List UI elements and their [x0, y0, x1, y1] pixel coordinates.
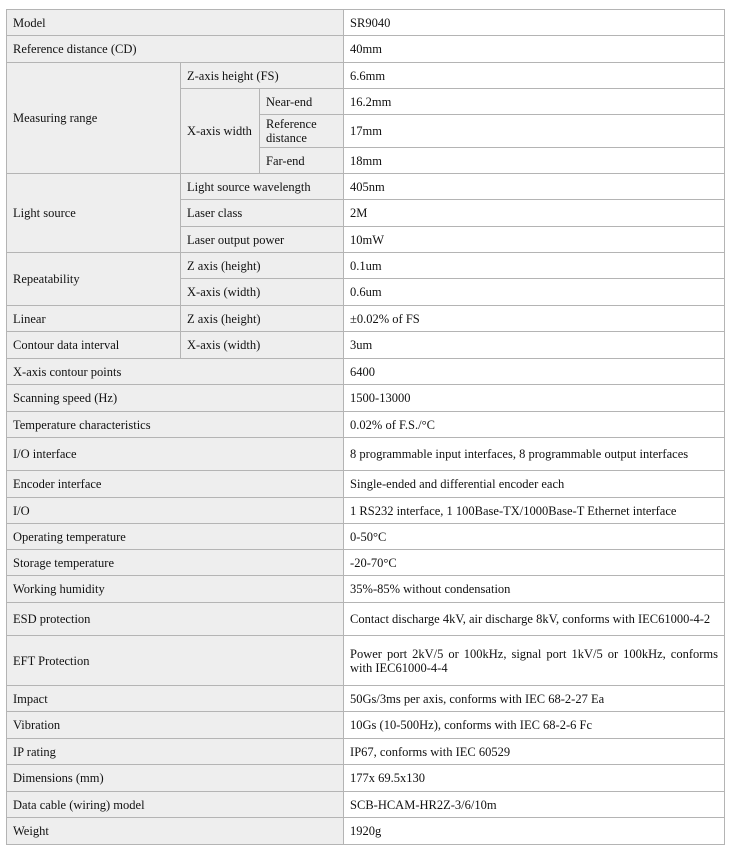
table-row-measuring-range-z [7, 63, 725, 89]
row-value: 405nm [344, 174, 725, 200]
table-row-esd [7, 603, 725, 636]
row-value: 16.2mm [344, 89, 725, 115]
row-label: Operating temperature [7, 524, 344, 550]
row-value: SR9040 [344, 10, 725, 36]
table-row-ip-rating [7, 739, 725, 765]
group-label-light-source: Light source [7, 174, 181, 253]
table-row-eft [7, 636, 725, 686]
row-value: 10Gs (10-500Hz), conforms with IEC 68-2-6 Fc [344, 712, 725, 739]
row-label: Encoder interface [7, 471, 344, 498]
table-row-weight [7, 818, 725, 845]
row-label: Contour data interval [7, 332, 181, 359]
table-row-reference-distance [7, 36, 725, 63]
row-value: IP67, conforms with IEC 60529 [344, 739, 725, 765]
group-label-repeatability: Repeatability [7, 253, 181, 306]
row-value: 6.6mm [344, 63, 725, 89]
row-value: 3um [344, 332, 725, 359]
row-label: Impact [7, 686, 344, 712]
row-label: Vibration [7, 712, 344, 739]
table-row-contour-interval [7, 332, 725, 359]
table-row-light-wavelength [7, 174, 725, 200]
row-value: 0.1um [344, 253, 725, 279]
row-value: 0-50°C [344, 524, 725, 550]
row-value: 1 RS232 interface, 1 100Base-TX/1000Base-T Ethernet interface [344, 498, 725, 524]
table-row-io [7, 498, 725, 524]
table-row-linear [7, 306, 725, 332]
row-value: Single-ended and differential encoder each [344, 471, 725, 498]
row-label: ESD protection [7, 603, 344, 636]
row-value: Contact discharge 4kV, air discharge 8kV, conforms with IEC61000-4-2 [344, 603, 725, 636]
table-row-storage-temp [7, 550, 725, 576]
row-value: 2M [344, 200, 725, 227]
row-value: 0.02% of F.S./°C [344, 412, 725, 438]
row-label: Linear [7, 306, 181, 332]
table-row-operating-temp [7, 524, 725, 550]
sub-label: Light source wavelength [181, 174, 344, 200]
sub-label: Z axis (height) [181, 253, 344, 279]
table-row-repeatability-z [7, 253, 725, 279]
row-label: Dimensions (mm) [7, 765, 344, 792]
row-label: Temperature characteristics [7, 412, 344, 438]
table-row-io-interface [7, 438, 725, 471]
row-label: Working humidity [7, 576, 344, 603]
group-label-x-axis-width: X-axis width [181, 89, 260, 174]
row-label: Storage temperature [7, 550, 344, 576]
table-row-cable-model [7, 792, 725, 818]
row-value: 1920g [344, 818, 725, 845]
row-value: 0.6um [344, 279, 725, 306]
sub-label: Reference distance [260, 115, 344, 148]
row-value: 50Gs/3ms per axis, conforms with IEC 68-2-27 Ea [344, 686, 725, 712]
row-value: ±0.02% of FS [344, 306, 725, 332]
table-row-impact [7, 686, 725, 712]
table-row-encoder-interface [7, 471, 725, 498]
sub-label: Near-end [260, 89, 344, 115]
row-label: IP rating [7, 739, 344, 765]
table-row-vibration [7, 712, 725, 739]
row-label: Model [7, 10, 344, 36]
row-value: 8 programmable input interfaces, 8 programmable output interfaces [344, 438, 725, 471]
row-value: SCB-HCAM-HR2Z-3/6/10m [344, 792, 725, 818]
table-row-scanning-speed [7, 385, 725, 412]
row-label: Data cable (wiring) model [7, 792, 344, 818]
sub-label: X-axis (width) [181, 332, 344, 359]
row-value: 10mW [344, 227, 725, 253]
table-row-humidity [7, 576, 725, 603]
spec-table [6, 9, 725, 845]
sub-label: Far-end [260, 148, 344, 174]
table-row-temp-characteristics [7, 412, 725, 438]
sub-label: Z-axis height (FS) [181, 63, 344, 89]
table-row-dimensions [7, 765, 725, 792]
row-label: I/O interface [7, 438, 344, 471]
row-value: 40mm [344, 36, 725, 63]
row-label: EFT Protection [7, 636, 344, 686]
row-value: -20-70°C [344, 550, 725, 576]
row-label: Weight [7, 818, 344, 845]
row-value: 1500-13000 [344, 385, 725, 412]
row-label: I/O [7, 498, 344, 524]
sub-label: Laser class [181, 200, 344, 227]
table-row-contour-points [7, 359, 725, 385]
row-label: Scanning speed (Hz) [7, 385, 344, 412]
row-label: X-axis contour points [7, 359, 344, 385]
row-value: 177x 69.5x130 [344, 765, 725, 792]
row-value: 18mm [344, 148, 725, 174]
row-value: Power port 2kV/5 or 100kHz, signal port 1kV/5 or 100kHz, conforms with IEC61000-4-4 [344, 636, 725, 686]
table-row-model [7, 10, 725, 36]
sub-label: Laser output power [181, 227, 344, 253]
row-value: 35%-85% without condensation [344, 576, 725, 603]
row-value: 17mm [344, 115, 725, 148]
row-value: 6400 [344, 359, 725, 385]
row-label: Reference distance (CD) [7, 36, 344, 63]
sub-label: Z axis (height) [181, 306, 344, 332]
sub-label: X-axis (width) [181, 279, 344, 306]
group-label-measuring-range: Measuring range [7, 63, 181, 174]
